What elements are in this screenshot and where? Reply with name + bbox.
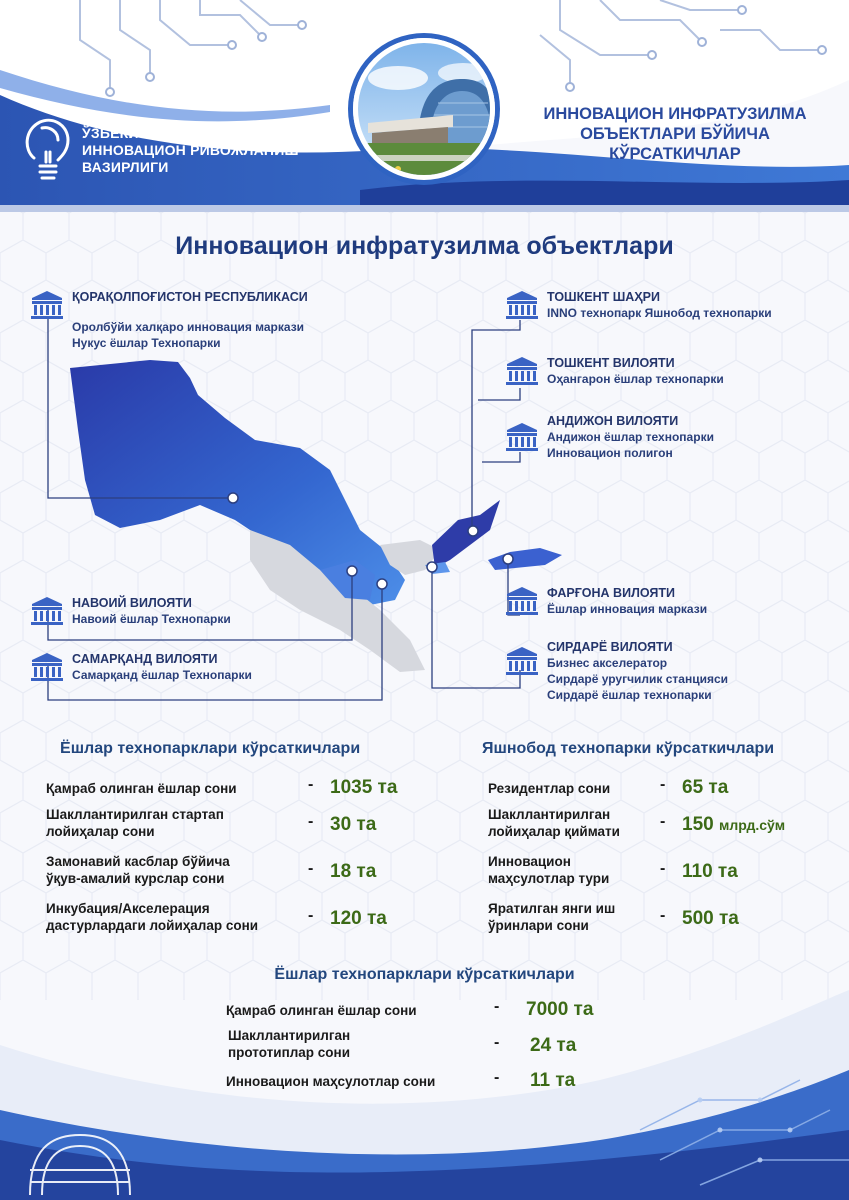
region-name: ТОШКЕНТ ШАҲРИ: [547, 290, 660, 304]
region-name: АНДИЖОН ВИЛОЯТИ: [547, 414, 679, 428]
region-item: Нукус ёшлар Технопарки: [72, 336, 221, 350]
stat-label-line: Шакллантирилган стартап: [46, 807, 224, 822]
stat-dash: -: [308, 860, 314, 877]
building-icon: [505, 422, 539, 452]
building-icon: [505, 586, 539, 616]
region-item: Навоий ёшлар Технопарки: [72, 612, 231, 626]
stat-label-line: лойиҳалар сони: [46, 824, 155, 839]
stat-dash: -: [308, 907, 314, 924]
stat-row: [46, 853, 230, 887]
region-name: СИРДАРЁ ВИЛОЯТИ: [547, 640, 673, 654]
region-andijan: [505, 414, 714, 461]
stat-label: [228, 1027, 350, 1061]
header-title-line-2: ОБЪЕКТЛАРИ БЎЙИЧА: [580, 125, 770, 143]
region-tashkent-city: [505, 290, 772, 321]
stat-dash: -: [308, 776, 314, 793]
stat-dash: -: [660, 776, 666, 793]
stat-label-line: Шакллантирилган: [488, 807, 611, 822]
building-icon: [30, 596, 64, 626]
stat-label-line: Замонавий касблар бўйича: [46, 854, 230, 869]
stat-label: [226, 1073, 435, 1090]
stat-label: [46, 853, 230, 887]
region-item: INNO технопарк Яшнобод технопарки: [547, 306, 772, 320]
ministry-block: [20, 112, 301, 188]
stat-label: [488, 853, 609, 887]
region-name: САМАРҚАНД ВИЛОЯТИ: [72, 652, 218, 666]
stat-row: [46, 900, 258, 934]
region-name: ФАРҒОНА ВИЛОЯТИ: [547, 586, 676, 600]
region-fergana: [505, 586, 707, 617]
stat-row: [226, 1071, 435, 1091]
stat-value: 120 та: [330, 908, 387, 929]
stats-yashnobod-title: Яшнобод технопарки кўрсаткичлари: [482, 740, 775, 757]
stat-value-number: 150: [682, 814, 714, 835]
header-title-line-3: КЎРСАТКИЧЛАР: [609, 145, 741, 163]
region-item: Оҳангарон ёшлар технопарки: [547, 372, 724, 386]
stat-value: 24 та: [530, 1035, 577, 1056]
stat-label-line: ўринлари сони: [488, 918, 589, 933]
ministry-name: [82, 125, 301, 176]
region-item: Сирдарё ёшлар технопарки: [547, 688, 712, 702]
stat-label-line: маҳсулотлар тури: [488, 871, 610, 886]
stat-label: [488, 900, 615, 934]
stat-label: [46, 806, 224, 840]
stat-value-unit: млрд.сўм: [718, 817, 786, 833]
stat-label: [488, 780, 610, 797]
stat-label-line: Инкубация/Акселерация: [46, 901, 210, 916]
stat-label-line: Қамраб олинган ёшлар сони: [226, 1002, 417, 1018]
stat-label: [226, 1002, 417, 1019]
stat-label-line: ўқув-амалий курслар сони: [46, 871, 225, 886]
building-photo: [353, 38, 495, 180]
stat-label-line: Шакллантирилган: [228, 1028, 351, 1043]
lightbulb-logo-icon: [20, 112, 74, 188]
region-item: Инновацион полигон: [547, 446, 673, 460]
header-title: [520, 104, 830, 164]
stat-label-line: Инновацион маҳсулотлар сони: [226, 1073, 436, 1089]
region-item: Сирдарё уругчилик станцияси: [547, 672, 729, 686]
stat-dash: -: [660, 860, 666, 877]
stat-dash: -: [494, 1034, 500, 1051]
stat-label-line: Резидентлар сони: [488, 780, 611, 796]
stat-dash: -: [660, 813, 666, 830]
region-item: Самарқанд ёшлар Технопарки: [72, 668, 252, 682]
region-item: Андижон ёшлар технопарки: [547, 430, 714, 444]
stat-value: 11 та: [530, 1070, 576, 1091]
stat-row: [46, 806, 224, 840]
region-name: ҚОРАҚОЛПОҒИСТОН РЕСПУБЛИКАСИ: [72, 290, 308, 304]
region-navoi: [30, 596, 231, 627]
stat-dash: -: [494, 1069, 500, 1086]
region-item: Ёшлар инновация маркази: [547, 602, 708, 616]
stat-value: 110 та: [682, 861, 738, 882]
header-title-line-1: ИННОВАЦИОН ИНФРАТУЗИЛМА: [543, 105, 807, 123]
stat-label: [46, 900, 258, 934]
stat-label: [488, 806, 620, 840]
stat-value: 18 та: [330, 861, 377, 882]
stat-row: [488, 900, 615, 934]
stat-row: [488, 853, 609, 887]
stat-row: [488, 806, 620, 840]
stat-label-line: прототиплар сони: [228, 1045, 351, 1060]
stat-label-line: дастурлардаги лойиҳалар сони: [46, 918, 259, 933]
stat-value: 1035 та: [330, 777, 398, 798]
stat-label: [46, 780, 237, 797]
ministry-line-2: ИННОВАЦИОН РИВОЖЛАНИШ: [82, 141, 299, 158]
stats-bottom-title: Ёшлар технопарклари кўрсаткичлари: [274, 966, 575, 983]
stat-label-line: лойиҳалар қиймати: [488, 824, 620, 839]
stat-label-line: Қамраб олинган ёшлар сони: [46, 780, 237, 796]
stat-row: [46, 778, 237, 798]
building-icon: [505, 646, 539, 676]
main-title: Инновацион инфратузилма объектлари: [175, 232, 674, 260]
stat-dash: -: [494, 998, 500, 1015]
region-item: Бизнес акселератор: [547, 656, 668, 670]
ministry-line-3: ВАЗИРЛИГИ: [82, 158, 169, 175]
stat-row: [488, 778, 610, 798]
stat-value: 7000 та: [526, 999, 594, 1020]
region-item: Оролбўйи халқаро инновация маркази: [72, 320, 305, 334]
region-samarkand: [30, 652, 252, 683]
stat-label-line: Инновацион: [488, 854, 571, 869]
stat-dash: -: [308, 813, 314, 830]
building-icon: [30, 290, 64, 320]
stat-row: [228, 1027, 350, 1061]
ministry-line-1: ЎЗБЕКИСТОН РЕСПУБЛИКАСИ: [82, 124, 301, 141]
building-icon: [505, 290, 539, 320]
stat-value: 500 та: [682, 908, 739, 929]
region-tashkent-oblast: [505, 356, 724, 387]
stats-youth-title: Ёшлар технопарклари кўрсаткичлари: [60, 740, 361, 757]
region-name: НАВОИЙ ВИЛОЯТИ: [72, 596, 192, 610]
stat-value: 30 та: [330, 814, 377, 835]
building-icon: [30, 652, 64, 682]
region-karakalpakstan: [30, 290, 308, 351]
stat-row: [226, 1000, 417, 1020]
region-syrdarya: [505, 640, 728, 703]
building-icon: [505, 356, 539, 386]
stat-label-line: Яратилган янги иш: [488, 901, 616, 916]
region-name: ТОШКЕНТ ВИЛОЯТИ: [547, 356, 675, 370]
stat-value: 65 та: [682, 777, 729, 798]
stat-value: [682, 814, 785, 836]
stat-dash: -: [660, 907, 666, 924]
